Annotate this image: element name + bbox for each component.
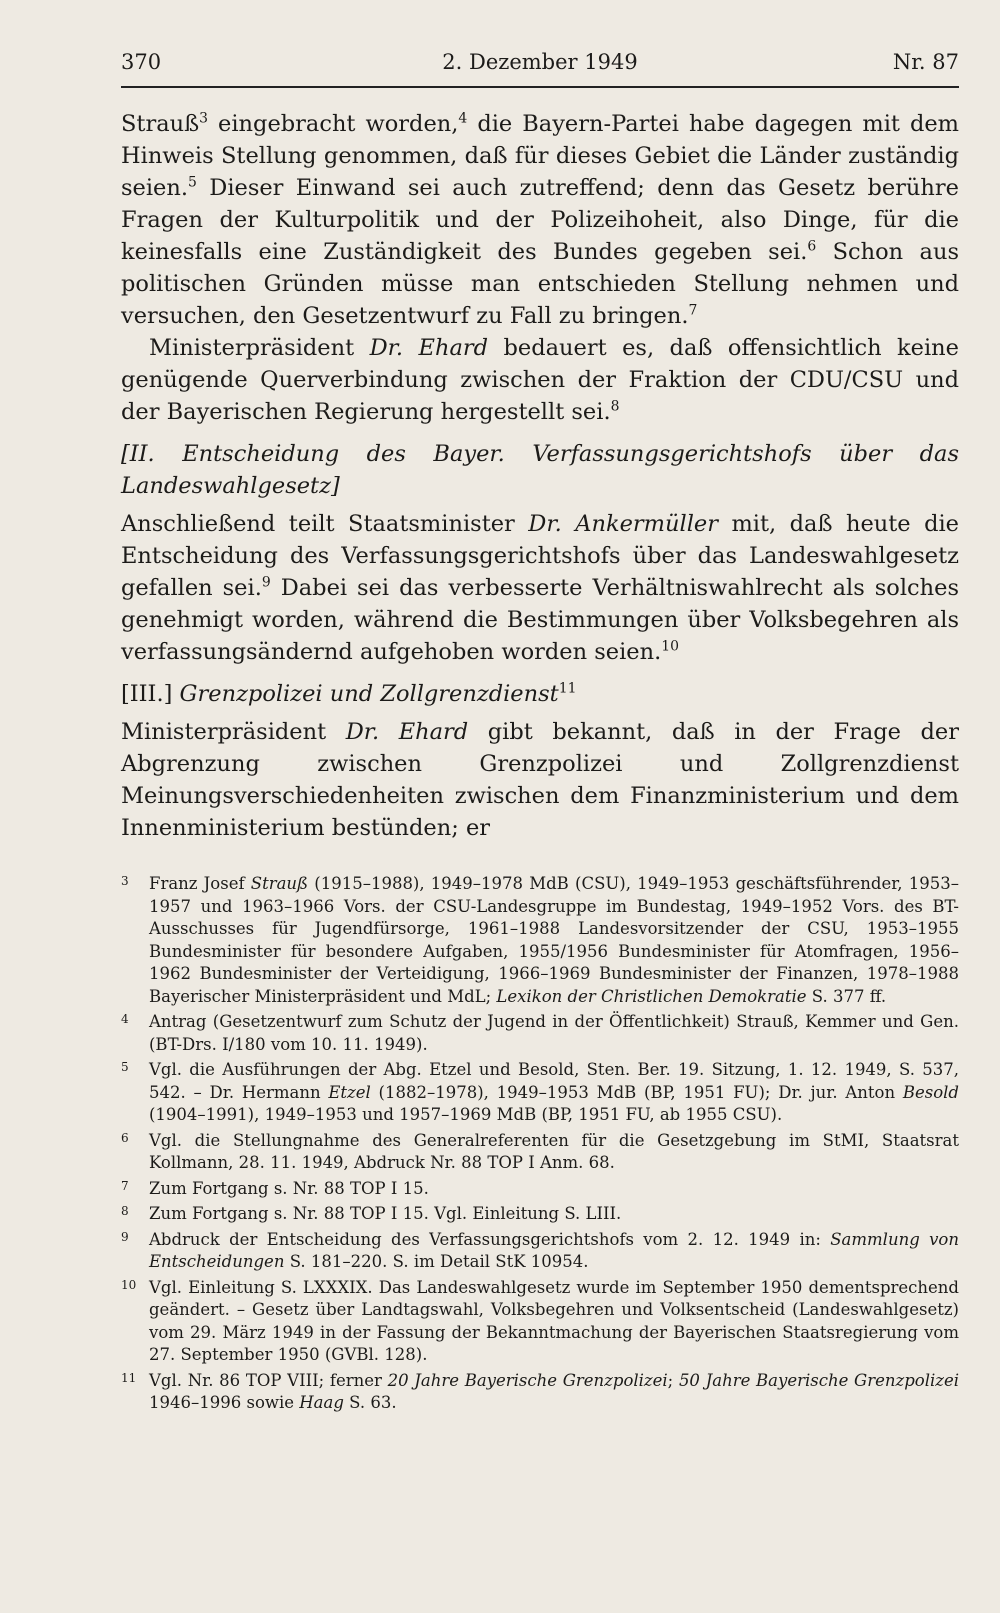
- heading-number: [III.]: [121, 681, 173, 707]
- footnote-ref: 10: [661, 638, 680, 655]
- page-number: 370: [121, 50, 162, 74]
- footnote: [121, 1277, 959, 1367]
- paragraph: [121, 332, 959, 428]
- text-run: S. 63.: [343, 1393, 397, 1412]
- person-name: Dr. Ankermüller: [528, 511, 718, 537]
- text-run: Anschließend teilt Staatsminister: [121, 511, 529, 537]
- text-run: ;: [667, 1370, 679, 1390]
- text-run: Zum Fortgang s. Nr. 88 TOP I 15. Vgl. Einleitung S. LIII.: [149, 1204, 622, 1223]
- text-run: S. 377 ff.: [806, 986, 887, 1006]
- person-name: Strauß: [250, 874, 309, 893]
- footnote-ref: 6: [807, 238, 817, 255]
- paragraph: [121, 716, 959, 844]
- footnote-number: 10: [121, 1277, 137, 1292]
- text-run: 1946–1996 sowie: [149, 1393, 300, 1412]
- footnotes: [121, 873, 959, 1418]
- footnote-number: 7: [121, 1178, 129, 1193]
- text-run: Franz Josef: [149, 874, 251, 893]
- text-run: Dabei sei das verbesserte Verhältniswahlrecht als solches genehmigt worden, während die Bestimmungen über Volksbegehren als verfassungsändernd aufgehoben worden seien.: [121, 575, 959, 665]
- footnote: [121, 1130, 959, 1175]
- source-title: 20 Jahre Bayerische Grenzpolizei: [387, 1370, 668, 1390]
- person-name: Dr. Ehard: [345, 719, 469, 745]
- text-run: Schon aus politischen Gründen müsse man entschieden Stellung nehmen und versuchen, den Gesetzentwurf zu Fall zu bringen.: [121, 239, 959, 329]
- section-heading: [121, 678, 959, 710]
- source-title: Lexikon der Christlichen Demokratie: [496, 986, 807, 1006]
- person-name: Dr. Ehard: [369, 335, 489, 361]
- person-name: Besold: [902, 1082, 959, 1102]
- text-run: S. 181–220. S. im Detail StK 10954.: [284, 1252, 589, 1271]
- footnote-ref: 9: [261, 574, 271, 591]
- footnote-ref: 7: [688, 302, 698, 319]
- text-run: mit, daß heute die Entscheidung des Verfassungsgerichtshofs über das Landeswahlgesetz gefallen sei.: [121, 511, 959, 601]
- text-run: (1915–1988), 1949–1978 MdB (CSU), 1949–1953 geschäftsführender, 1953–1957 und 1963–1966 Vors. der CSU-Landesgruppe im Bundestag, 1949–1952 Vors. des BT-Ausschusses für Jugendfürsorge, 1961–1988 Landesvorsitzender der CSU, 1953–1955 Bundesminister für besondere Aufgaben, 1955/1956 Bundesminister für Atomfragen, 1956–1962 Bundesminister der Verteidigung, 1966–1969 Bundesminister der Finanzen, 1978–1988 Bayerischer Ministerpräsident und MdL;: [149, 874, 959, 1006]
- text-run: bedauert es, daß offensichtlich keine genügende Querverbindung zwischen der Fraktion der CDU/CSU und der Bayerischen Regierung hergestellt sei.: [121, 335, 959, 425]
- footnote: [121, 1178, 959, 1201]
- text-run: (1904–1991), 1949–1953 und 1957–1969 MdB (BP, 1951 FU, ab 1955 CSU).: [149, 1105, 783, 1124]
- source-title: 50 Jahre Bayerische Grenzpolizei: [678, 1370, 959, 1390]
- text-run: Strauß: [121, 111, 200, 137]
- paragraph: [121, 508, 959, 668]
- text-run: Abdruck der Entscheidung des Verfassungsgerichtshofs vom 2. 12. 1949 in:: [149, 1229, 831, 1249]
- text-run: Vgl. Einleitung S. LXXXIX. Das Landeswahlgesetz wurde im September 1950 dementsprechend geändert. – Gesetz über Landtagswahl, Volksbegehren und Volksentscheid (Landeswahlgesetz) vom 29. März 1949 in der Fassung der Bekanntmachung der Bayerischen Staatsregierung vom 27. September 1950 (GVBl. 128).: [149, 1277, 959, 1364]
- running-header: [121, 46, 959, 88]
- footnote-number: 6: [121, 1130, 129, 1145]
- text-run: (1882–1978), 1949–1953 MdB (BP, 1951 FU); Dr. jur. Anton: [370, 1082, 903, 1102]
- footnote-ref: 3: [199, 110, 209, 127]
- footnote-ref: 5: [188, 174, 197, 191]
- paragraph: [121, 108, 959, 332]
- text-run: gibt bekannt, daß in der Frage der Abgrenzung zwischen Grenzpolizei und Zollgrenzdienst Meinungsverschiedenheiten zwischen dem Finanzministerium und dem Innenministerium bestünden; er: [121, 719, 959, 841]
- text-run: Dieser Einwand sei auch zutreffend; denn das Gesetz berühre Fragen der Kulturpolitik und der Polizeihoheit, also Dinge, für die keinesfalls eine Zuständigkeit des Bundes gegeben sei.: [121, 175, 959, 265]
- footnote-ref: 4: [458, 110, 468, 127]
- footnote-ref: 8: [610, 398, 620, 415]
- footnote: [121, 1059, 959, 1127]
- text-run: eingebracht worden,: [208, 111, 459, 137]
- text-run: Vgl. die Stellungnahme des Generalreferenten für die Gesetzgebung im StMI, Staatsrat Kollmann, 28. 11. 1949, Abdruck Nr. 88 TOP I Anm. 68.: [149, 1130, 959, 1172]
- person-name: Haag: [299, 1393, 344, 1412]
- footnote: [121, 873, 959, 1008]
- footnote-number: 8: [121, 1204, 129, 1218]
- header-date: 2. Dezember 1949: [442, 50, 638, 74]
- person-name: Etzel: [328, 1082, 371, 1102]
- text-run: Vgl. Nr. 86 TOP VIII; ferner: [149, 1370, 388, 1390]
- main-text: [121, 108, 959, 844]
- heading-text: Grenzpolizei und Zollgrenzdienst: [172, 681, 559, 707]
- text-run: die Bayern-Partei habe dagegen mit dem Hinweis Stellung genommen, daß für dieses Gebiet die Länder zuständig seien.: [121, 111, 959, 201]
- section-heading: [121, 438, 959, 502]
- footnote-number: 11: [121, 1370, 137, 1385]
- text-run: Zum Fortgang s. Nr. 88 TOP I 15.: [149, 1178, 429, 1198]
- footnote-number: 3: [121, 874, 129, 888]
- text-run: Antrag (Gesetzentwurf zum Schutz der Jugend in der Öffentlichkeit) Strauß, Kemmer und Gen. (BT-Drs. I/180 vom 10. 11. 1949).: [149, 1012, 959, 1054]
- footnote-number: 5: [121, 1060, 129, 1074]
- source-title: Sammlung von Entscheidungen: [149, 1229, 959, 1271]
- text-run: Ministerpräsident: [121, 719, 346, 745]
- footnote: [121, 1011, 959, 1056]
- text-run: Vgl. die Ausführungen der Abg. Etzel und Besold, Sten. Ber. 19. Sitzung, 1. 12. 1949, S. 537, 542. – Dr. Hermann: [149, 1060, 959, 1102]
- footnote-number: 4: [121, 1012, 129, 1026]
- heading-text: [II. Entscheidung des Bayer. Verfassungsgerichtshofs über das Landeswahlgesetz]: [121, 441, 959, 499]
- footnote: [121, 1229, 959, 1274]
- text-run: Ministerpräsident: [149, 335, 370, 361]
- footnote-ref: 11: [558, 680, 577, 697]
- footnote: [121, 1370, 959, 1415]
- footnote-number: 9: [121, 1229, 129, 1244]
- footnote: [121, 1203, 959, 1226]
- document-number: Nr. 87: [892, 50, 959, 74]
